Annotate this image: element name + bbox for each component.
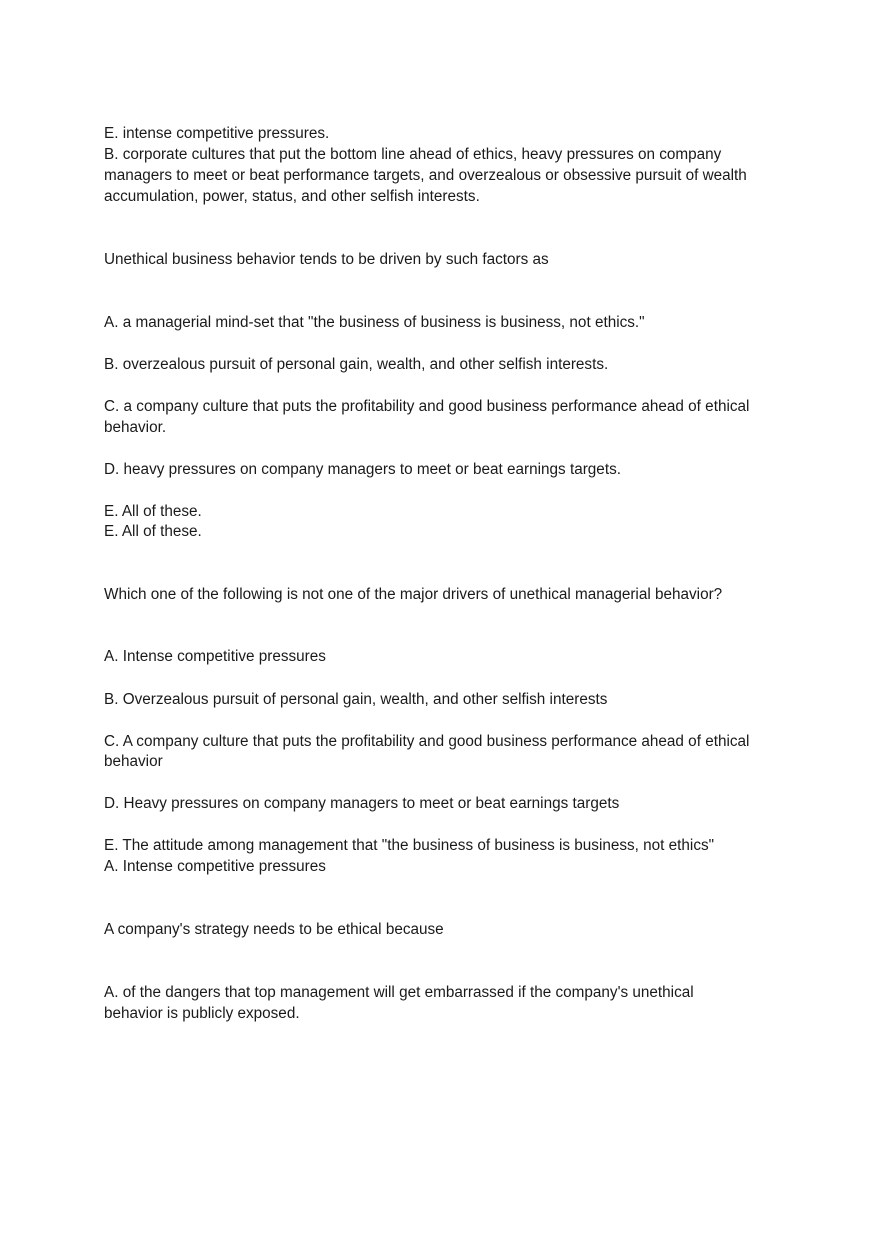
prev-answer-line-2: managers to meet or beat performance targets, and overzealous or obsessive pursuit of wealth xyxy=(104,167,747,184)
q3-question: A company's strategy needs to be ethical because xyxy=(104,921,444,938)
q2-option-c-line-1: C. A company culture that puts the profitability and good business performance ahead of ethical xyxy=(104,733,750,750)
prev-option-e: E. intense competitive pressures. xyxy=(104,125,330,142)
q2-question: Which one of the following is not one of the major drivers of unethical managerial behavior? xyxy=(104,586,723,603)
q3-option-a-line-1: A. of the dangers that top management will get embarrassed if the company's unethical xyxy=(104,984,694,1001)
q1-option-b: B. overzealous pursuit of personal gain, wealth, and other selfish interests. xyxy=(104,356,609,373)
prev-answer-line-3: accumulation, power, status, and other selfish interests. xyxy=(104,188,480,205)
q1-option-d: D. heavy pressures on company managers to meet or beat earnings targets. xyxy=(104,461,621,478)
q2-option-b: B. Overzealous pursuit of personal gain, wealth, and other selfish interests xyxy=(104,691,608,708)
q2-option-a: A. Intense competitive pressures xyxy=(104,648,326,665)
q3-option-a-line-2: behavior is publicly exposed. xyxy=(104,1005,300,1022)
q1-option-a: A. a managerial mind-set that "the business of business is business, not ethics." xyxy=(104,314,645,331)
q2-option-e: E. The attitude among management that "the business of business is business, not ethics" xyxy=(104,837,715,854)
q1-option-e: E. All of these. xyxy=(104,503,202,520)
q2-option-d: D. Heavy pressures on company managers to meet or beat earnings targets xyxy=(104,795,620,812)
q2-option-c-line-2: behavior xyxy=(104,753,163,770)
q1-option-c-line-1: C. a company culture that puts the profitability and good business performance ahead of ethical xyxy=(104,398,750,415)
q1-answer: E. All of these. xyxy=(104,523,202,540)
prev-answer-line-1: B. corporate cultures that put the bottom line ahead of ethics, heavy pressures on company xyxy=(104,146,722,163)
q2-answer: A. Intense competitive pressures xyxy=(104,858,326,875)
q1-option-c-line-2: behavior. xyxy=(104,419,167,436)
q1-question: Unethical business behavior tends to be driven by such factors as xyxy=(104,251,549,268)
